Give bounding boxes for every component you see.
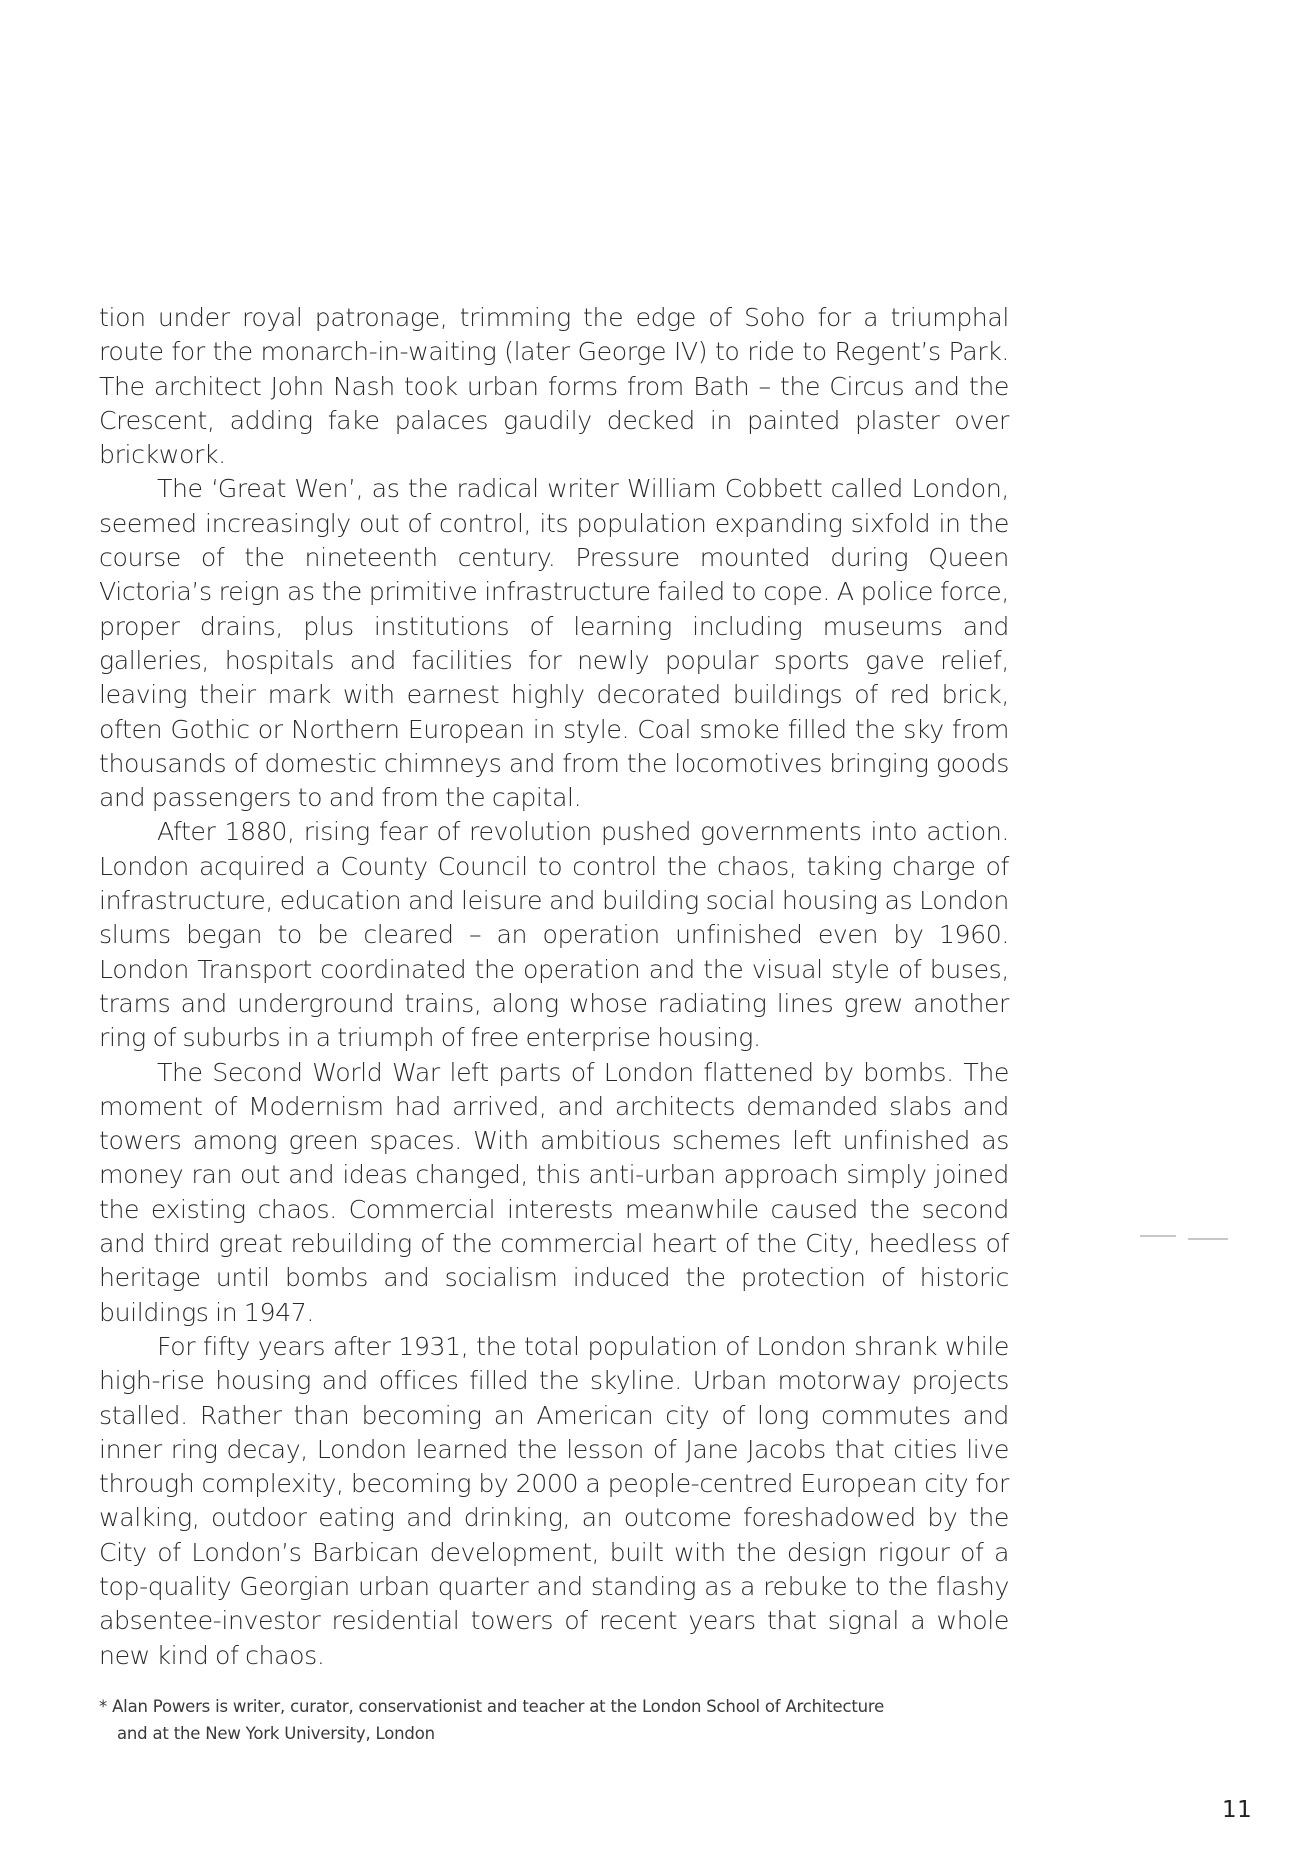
- paragraph-2: The ‘Great Wen’, as the radical writer William Cobbett called London, seemed increasingly out of control, its population expanding sixfold in the course of the nineteenth century. Pressure mounted during Queen Victoria’s reign as the primitive infrastructure failed to cope. A police force, proper drains, plus institutions of learning including museums and galleries, hospitals and facilities for newly popular sports gave relief, leaving their mark with earnest highly decorated buildings of red brick, often Gothic or Northern European in style. Coal smoke filled the sky from thousands of domestic chimneys and from the locomotives bringing goods and passengers to and from the capital.: [99, 474, 1009, 813]
- footnote-line-1: * Alan Powers is writer, curator, conservationist and teacher at the London School of Architecture: [99, 1697, 885, 1716]
- article-body: [99, 301, 1009, 1673]
- scan-mark: [1188, 1238, 1228, 1240]
- author-footnote: [99, 1693, 999, 1747]
- paragraph-1: tion under royal patronage, trimming the edge of Soho for a triumphal route for the monarch-in-waiting (later George IV) to ride to Regent’s Park. The architect John Nash took urban forms from Bath – the Circus and the Crescent, adding fake palaces gaudily decked in painted plaster over brickwork.: [99, 303, 1009, 470]
- paragraph-4: The Second World War left parts of London flattened by bombs. The moment of Modernism had arrived, and architects demanded slabs and towers among green spaces. With ambitious schemes left unfinished as money ran out and ideas changed, this anti-urban approach simply joined the existing chaos. Commercial interests meanwhile caused the second and third great rebuilding of the commercial heart of the City, heedless of heritage until bombs and socialism induced the protection of historic buildings in 1947.: [99, 1057, 1009, 1327]
- footnote-line-2: and at the New York University, London: [117, 1724, 435, 1743]
- scan-mark: [1140, 1235, 1176, 1237]
- paragraph-5: For fifty years after 1931, the total population of London shrank while high-rise housing and offices filled the skyline. Urban motorway projects stalled. Rather than becoming an American city of long commutes and inner ring decay, London learned the lesson of Jane Jacobs that cities live through complexity, becoming by 2000 a people-centred European city for walking, outdoor eating and drinking, an outcome foreshadowed by the City of London’s Barbican development, built with the design rigour of a top-quality Georgian urban quarter and standing as a rebuke to the flashy absentee-investor residential towers of recent years that signal a whole new kind of chaos.: [99, 1331, 1009, 1670]
- page-number: 11: [1222, 1797, 1253, 1823]
- paragraph-3: After 1880, rising fear of revolution pushed governments into action. London acquired a County Council to control the chaos, taking charge of infrastructure, education and leisure and building social housing as London slums began to be cleared – an operation unfinished even by 1960. London Transport coordinated the operation and the visual style of buses, trams and underground trains, along whose radiating lines grew another ring of suburbs in a triumph of free enterprise housing.: [99, 817, 1009, 1053]
